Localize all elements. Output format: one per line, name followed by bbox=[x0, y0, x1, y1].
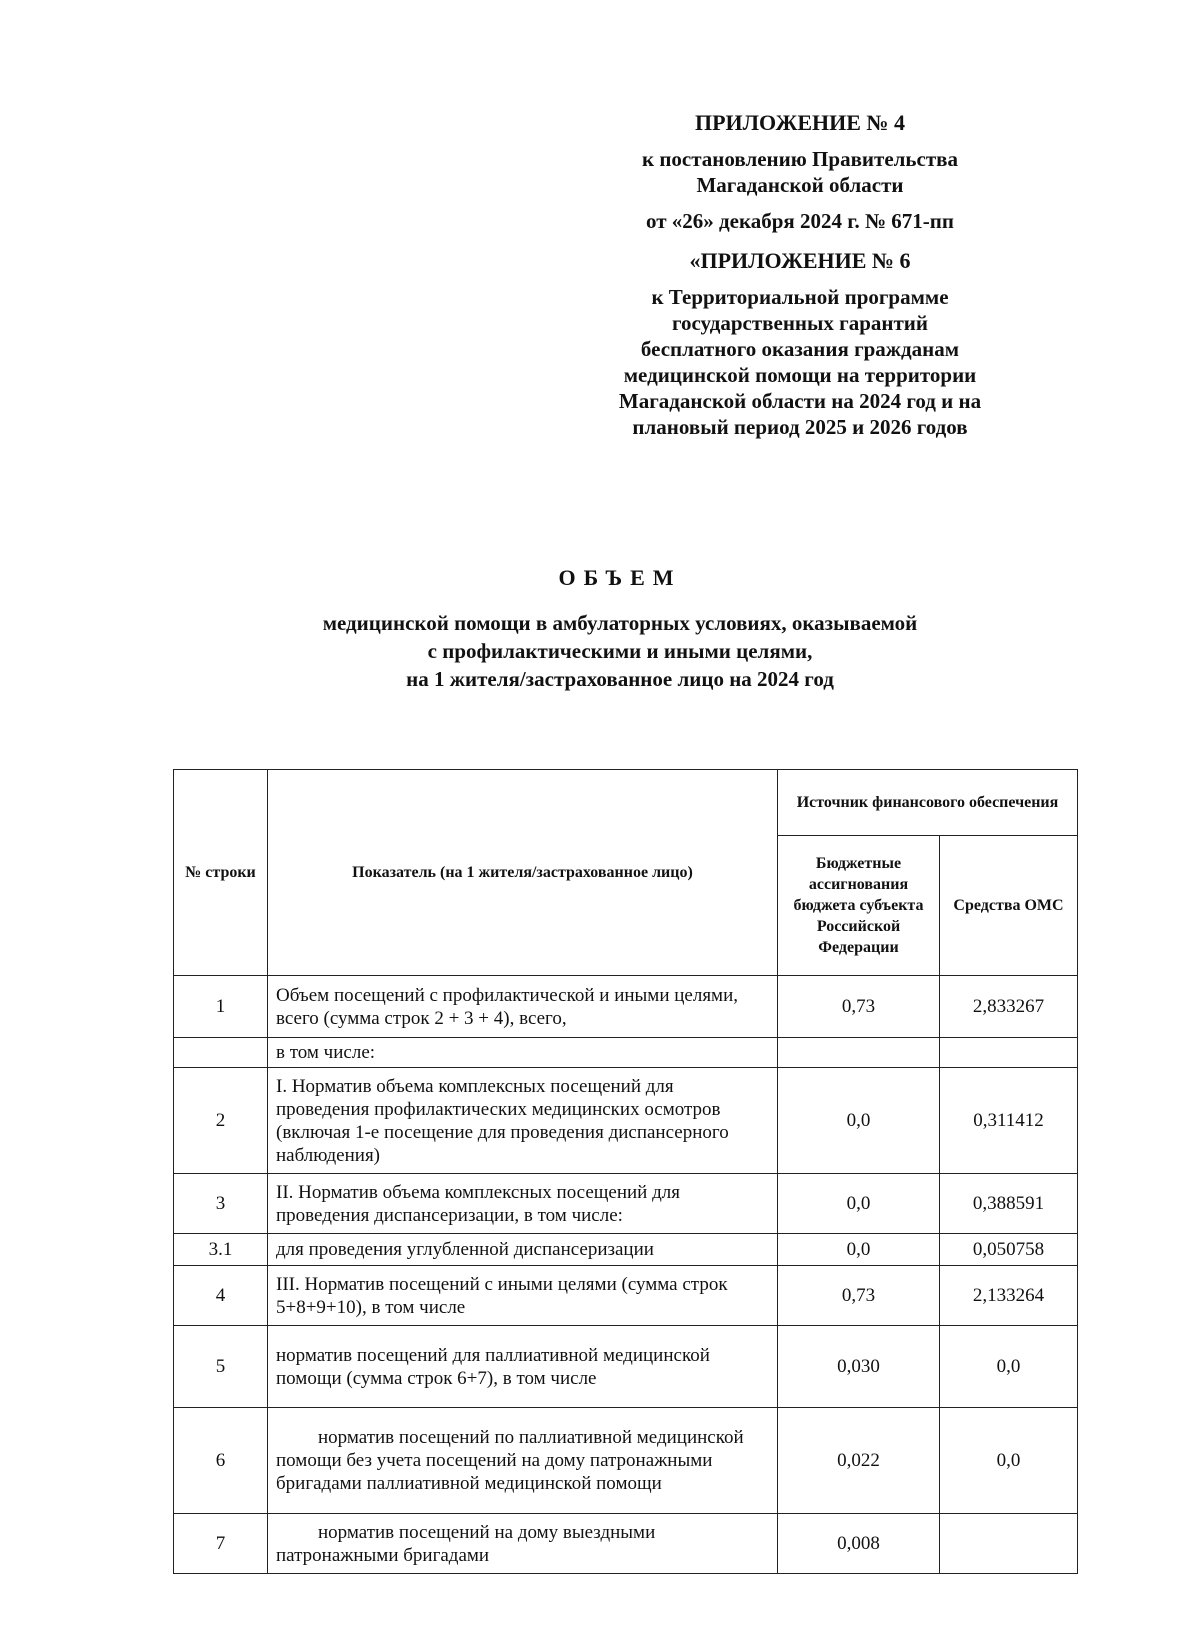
row-budget-value: 0,73 bbox=[778, 976, 940, 1038]
row-number: 3 bbox=[174, 1174, 268, 1234]
table-row bbox=[174, 1038, 1078, 1068]
row-number: 3.1 bbox=[174, 1234, 268, 1266]
sub-appendix-line: к Территориальной программе bbox=[651, 285, 949, 309]
row-oms-value: 0,0 bbox=[940, 1408, 1078, 1514]
row-budget-value: 0,008 bbox=[778, 1514, 940, 1574]
row-indicator: I. Норматив объема комплексных посещений для проведения профилактических медицинских осмотров (включая 1-е посещение для проведения диспансерного наблюдения) bbox=[268, 1068, 778, 1174]
row-budget-value: 0,022 bbox=[778, 1408, 940, 1514]
row-indicator: Объем посещений с профилактической и иными целями, всего (сумма строк 2 + 3 + 4), всего, bbox=[268, 976, 778, 1038]
row-number: 6 bbox=[174, 1408, 268, 1514]
sub-appendix-line: плановый период 2025 и 2026 годов bbox=[632, 415, 968, 439]
sub-appendix-line: Магаданской области на 2024 год и на bbox=[618, 389, 982, 413]
sub-appendix-title: «ПРИЛОЖЕНИЕ № 6 bbox=[689, 248, 911, 273]
row-oms-value bbox=[940, 1038, 1078, 1068]
row-budget-value bbox=[778, 1038, 940, 1068]
row-indicator: норматив посещений на дому выездными патронажными бригадами bbox=[268, 1514, 778, 1574]
appendix-line: Магаданской области bbox=[696, 173, 904, 197]
appendix-line: к постановлению Правительства bbox=[641, 147, 959, 171]
volume-table bbox=[173, 769, 1078, 1574]
appendix-title: ПРИЛОЖЕНИЕ № 4 bbox=[694, 110, 906, 135]
table-row bbox=[174, 1174, 1078, 1234]
header-row-number: № строки bbox=[174, 770, 268, 976]
table-row bbox=[174, 1326, 1078, 1408]
row-number: 4 bbox=[174, 1266, 268, 1326]
row-indicator: III. Норматив посещений с иными целями (сумма строк 5+8+9+10), в том числе bbox=[268, 1266, 778, 1326]
row-number: 2 bbox=[174, 1068, 268, 1174]
row-budget-value: 0,0 bbox=[778, 1234, 940, 1266]
header-budget: Бюджетные ассигнования бюджета субъекта Российской Федерации bbox=[778, 836, 940, 976]
row-number: 5 bbox=[174, 1326, 268, 1408]
row-budget-value: 0,0 bbox=[778, 1068, 940, 1174]
table-row bbox=[174, 1408, 1078, 1514]
row-indicator: в том числе: bbox=[268, 1038, 778, 1068]
header-indicator: Показатель (на 1 жителя/застрахованное лицо) bbox=[268, 770, 778, 976]
row-budget-value: 0,030 bbox=[778, 1326, 940, 1408]
row-indicator: норматив посещений для паллиативной медицинской помощи (сумма строк 6+7), в том числе bbox=[268, 1326, 778, 1408]
sub-appendix-line: бесплатного оказания гражданам bbox=[640, 337, 960, 361]
row-indicator: норматив посещений по паллиативной медицинской помощи без учета посещений на дому патронажными бригадами паллиативной медицинской помощи bbox=[268, 1408, 778, 1514]
row-oms-value: 2,133264 bbox=[940, 1266, 1078, 1326]
table-row bbox=[174, 1068, 1078, 1174]
row-number bbox=[174, 1038, 268, 1068]
table-row bbox=[174, 1266, 1078, 1326]
document-subtitle-line: с профилактическими и иными целями, bbox=[427, 639, 813, 663]
sub-appendix-line: медицинской помощи на территории bbox=[623, 363, 977, 387]
table-row bbox=[174, 976, 1078, 1038]
appendix-date: от «26» декабря 2024 г. № 671-пп bbox=[645, 209, 955, 233]
document-title bbox=[200, 565, 1040, 693]
table-row bbox=[174, 1234, 1078, 1266]
row-oms-value bbox=[940, 1514, 1078, 1574]
document-subtitle-line: медицинской помощи в амбулаторных условиях, оказываемой bbox=[322, 611, 918, 635]
row-oms-value: 0,388591 bbox=[940, 1174, 1078, 1234]
header-oms: Средства ОМС bbox=[940, 836, 1078, 976]
header-funding-source: Источник финансового обеспечения bbox=[778, 770, 1078, 836]
row-indicator: II. Норматив объема комплексных посещений для проведения диспансеризации, в том числе: bbox=[268, 1174, 778, 1234]
sub-appendix-line: государственных гарантий bbox=[671, 311, 928, 335]
row-oms-value: 2,833267 bbox=[940, 976, 1078, 1038]
row-oms-value: 0,050758 bbox=[940, 1234, 1078, 1266]
table-row bbox=[174, 1514, 1078, 1574]
row-oms-value: 0,311412 bbox=[940, 1068, 1078, 1174]
document-subtitle-line: на 1 жителя/застрахованное лицо на 2024 год bbox=[406, 667, 834, 691]
row-budget-value: 0,73 bbox=[778, 1266, 940, 1326]
row-number: 1 bbox=[174, 976, 268, 1038]
appendix-header bbox=[560, 110, 1040, 440]
row-indicator: для проведения углубленной диспансеризации bbox=[268, 1234, 778, 1266]
row-budget-value: 0,0 bbox=[778, 1174, 940, 1234]
row-oms-value: 0,0 bbox=[940, 1326, 1078, 1408]
row-number: 7 bbox=[174, 1514, 268, 1574]
document-title-main: ОБЪЕМ bbox=[558, 565, 682, 590]
